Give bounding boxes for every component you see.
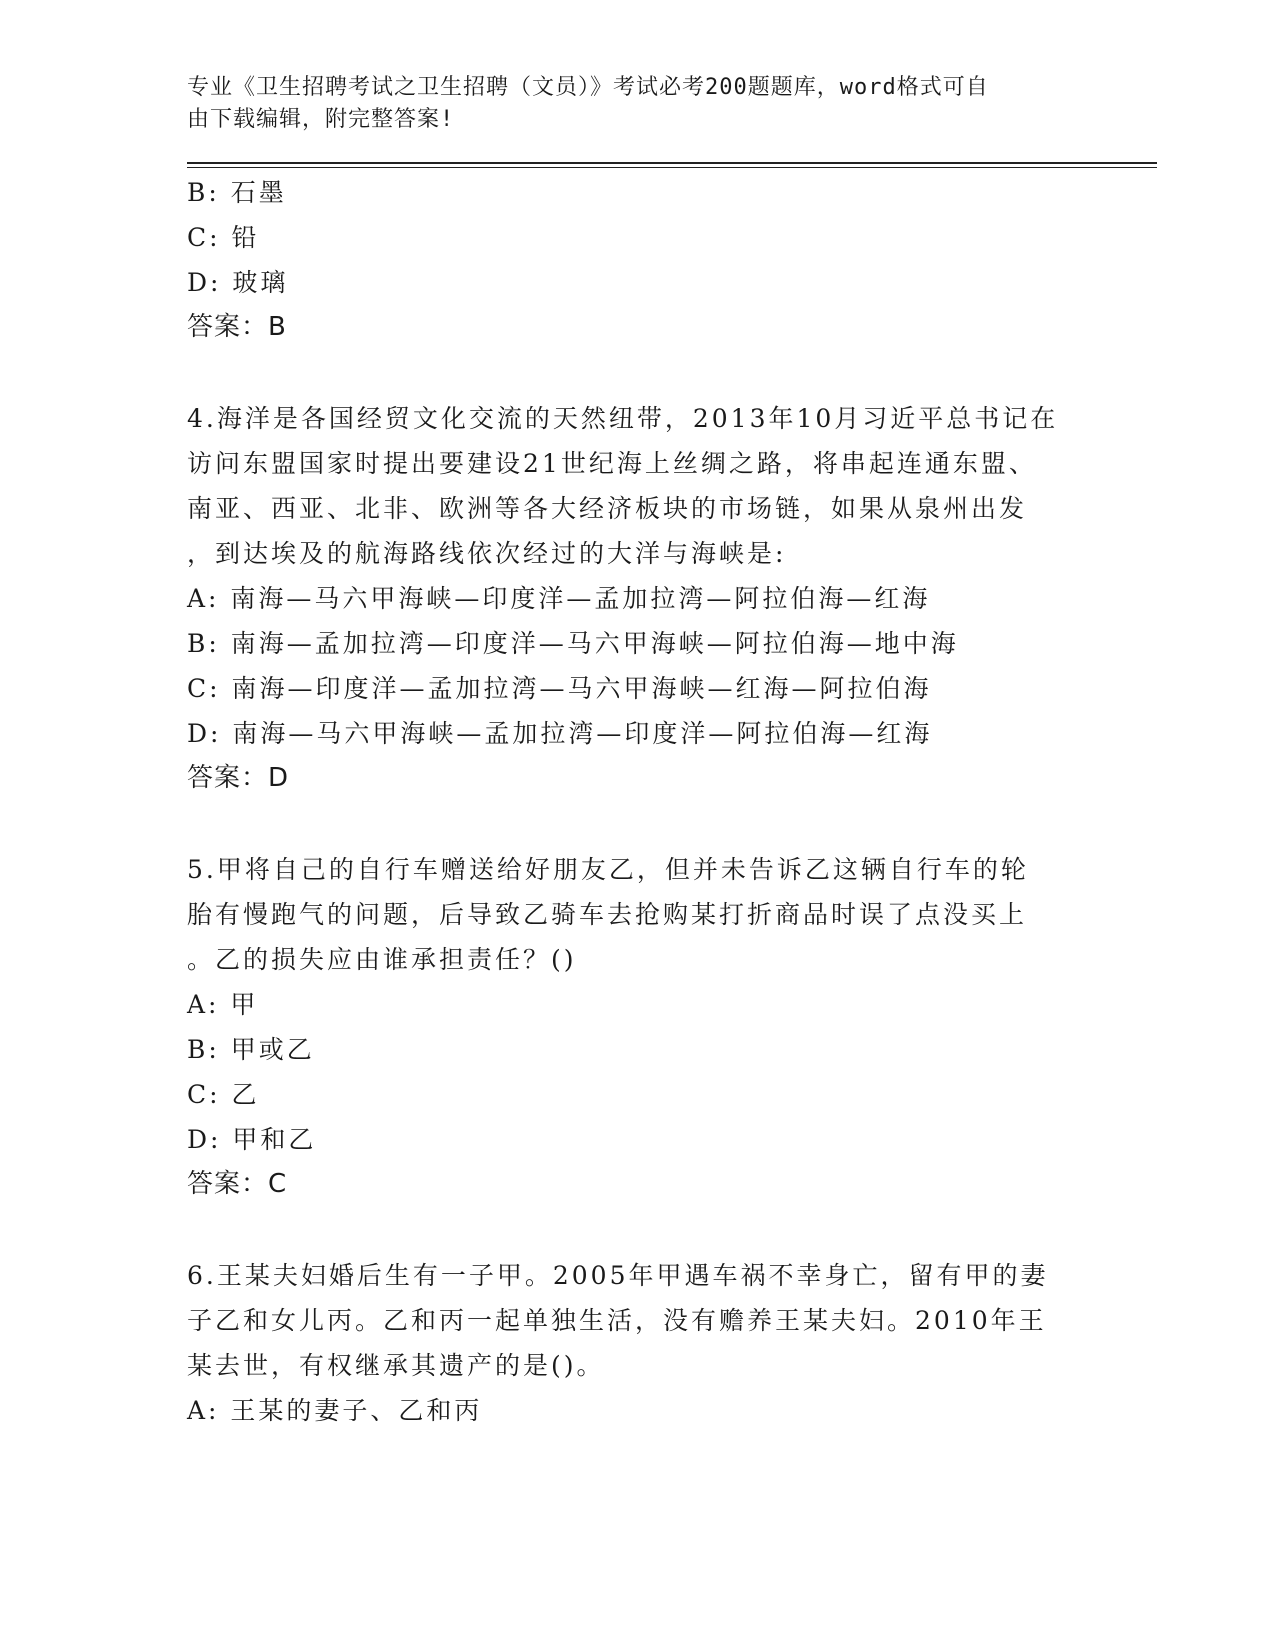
q3-option-c: C: 铅 — [187, 223, 260, 252]
q6-stem-line: 子乙和女儿丙。乙和丙一起单独生活，没有赡养王某夫妇。2010年王 — [187, 1306, 1047, 1335]
document-header — [187, 72, 1087, 136]
q5-option-a: A: 甲 — [187, 990, 259, 1019]
q4-option-c: C: 南海—印度洋—孟加拉湾—马六甲海峡—红海—阿拉伯海 — [187, 674, 932, 703]
q5-stem-line: 5.甲将自己的自行车赠送给好朋友乙，但并未告诉乙这辆自行车的轮 — [187, 855, 1029, 884]
question-3-tail — [187, 170, 1157, 350]
header-line-2: 由下载编辑，附完整答案! — [187, 107, 455, 132]
q4-stem-line: 南亚、西亚、北非、欧洲等各大经济板块的市场链，如果从泉州出发 — [187, 494, 1028, 523]
q4-option-b: B: 南海—孟加拉湾—印度洋—马六甲海峡—阿拉伯海—地中海 — [187, 629, 959, 658]
q5-option-b: B: 甲或乙 — [187, 1035, 315, 1064]
q4-stem-line: ，到达埃及的航海路线依次经过的大洋与海峡是: — [187, 539, 787, 568]
q4-stem-line: 4.海洋是各国经贸文化交流的天然纽带，2013年10月习近平总书记在 — [187, 404, 1059, 433]
question-4 — [187, 396, 1157, 801]
q5-answer: 答案：C — [187, 1169, 288, 1199]
header-line-1: 专业《卫生招聘考试之卫生招聘（文员）》考试必考200题题库，word格式可自 — [187, 75, 989, 100]
q6-stem-line: 6.王某夫妇婚后生有一子甲。2005年甲遇车祸不幸身亡，留有甲的妻 — [187, 1261, 1049, 1290]
q6-option-a: A: 王某的妻子、乙和丙 — [187, 1396, 483, 1425]
q3-option-d: D: 玻璃 — [187, 268, 289, 297]
q3-answer: 答案：B — [187, 312, 287, 342]
q4-stem-line: 访问东盟国家时提出要建设21世纪海上丝绸之路，将串起连通东盟、 — [187, 449, 1037, 478]
q4-option-d: D: 南海—马六甲海峡—孟加拉湾—印度洋—阿拉伯海—红海 — [187, 719, 933, 748]
q5-stem-line: 胎有慢跑气的问题，后导致乙骑车去抢购某打折商品时误了点没买上 — [187, 900, 1028, 929]
q4-option-a: A: 南海—马六甲海峡—印度洋—孟加拉湾—阿拉伯海—红海 — [187, 584, 931, 613]
header-divider — [187, 162, 1157, 168]
document-page — [187, 72, 1157, 1433]
q5-option-c: C: 乙 — [187, 1080, 260, 1109]
q3-option-b: B: 石墨 — [187, 178, 287, 207]
q6-stem-line: 某去世，有权继承其遗产的是()。 — [187, 1351, 605, 1380]
question-6 — [187, 1253, 1157, 1433]
q5-stem-line: 。乙的损失应由谁承担责任？() — [187, 945, 577, 974]
question-5 — [187, 847, 1157, 1207]
q4-answer: 答案：D — [187, 763, 290, 793]
q5-option-d: D: 甲和乙 — [187, 1125, 317, 1154]
